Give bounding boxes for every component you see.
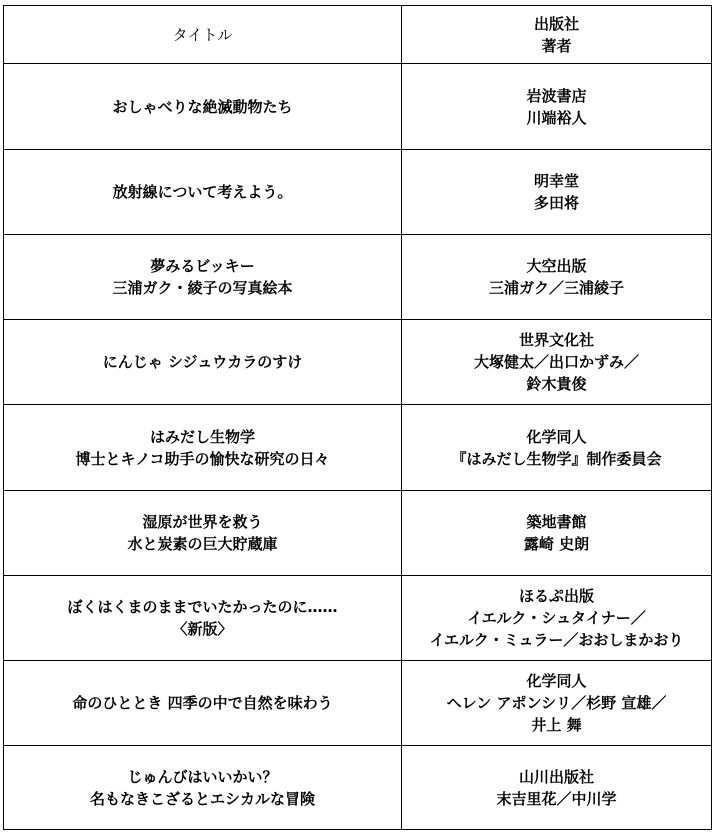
table-row	[4, 150, 712, 235]
publisher-name: 大空出版	[526, 257, 587, 275]
publisher-author-cell	[402, 661, 712, 746]
title-cell	[4, 746, 402, 830]
publisher-name: 山川出版社	[518, 767, 594, 786]
author-name: 『はみだし生物学』制作委員会	[451, 449, 662, 468]
publisher-name: 世界文化社	[518, 331, 594, 349]
title-cell	[4, 320, 402, 405]
book-title: ぼくはくまのままでいたかったのに……	[67, 598, 338, 616]
author-name: 三浦ガク／三浦綾子	[488, 279, 624, 297]
table-row	[4, 576, 712, 661]
author-name: ヘレン アポンシリ／杉野 宣雄／	[446, 694, 667, 712]
author-name: 川端裕人	[526, 108, 587, 127]
book-title: おしゃべりな絶滅動物たち	[112, 97, 293, 116]
author-name: 多田将	[533, 194, 579, 212]
title-cell	[4, 64, 402, 150]
publisher-name: 岩波書店	[526, 86, 587, 105]
publisher-name: 化学同人	[526, 427, 587, 446]
title-cell	[4, 661, 402, 746]
book-subtitle: 水と炭素の巨大貯蔵庫	[127, 535, 278, 553]
table-row	[4, 320, 712, 405]
author-name: 鈴木貴俊	[526, 375, 587, 393]
table-row	[4, 64, 712, 150]
publisher-author-cell	[402, 746, 712, 830]
publisher-name: 明幸堂	[533, 172, 579, 190]
table-row	[4, 746, 712, 830]
book-title: にんじゃ シジュウカラのすけ	[102, 353, 303, 371]
title-cell	[4, 405, 402, 491]
table-row	[4, 491, 712, 576]
book-title: 放射線について考えよう。	[112, 183, 293, 201]
book-subtitle: 三浦ガク・綾子の写真絵本	[112, 279, 293, 297]
book-title: じゅんびはいいかい？	[127, 767, 278, 786]
author-header: 著者	[541, 36, 572, 55]
book-title: 夢みるビッキー	[150, 257, 255, 275]
book-subtitle: 名もなきこざるとエシカルな冒険	[89, 789, 315, 808]
publisher-author-cell	[402, 64, 712, 150]
table-row	[4, 405, 712, 491]
title-cell	[4, 491, 402, 576]
publisher-header-cell	[402, 6, 712, 64]
book-subtitle: 博士とキノコ助手の愉快な研究の日々	[75, 449, 330, 468]
title-header: タイトル	[172, 25, 233, 44]
author-name: 末吉里花／中川学	[496, 789, 617, 808]
book-title: 湿原が世界を救う	[142, 513, 263, 531]
table-row	[4, 235, 712, 320]
header-row	[4, 6, 712, 64]
title-cell	[4, 576, 402, 661]
author-name: イエルク・ミュラー／おおしまかおり	[429, 631, 684, 649]
publisher-author-cell	[402, 150, 712, 235]
publisher-author-cell	[402, 320, 712, 405]
book-list-table	[3, 5, 712, 830]
publisher-author-cell	[402, 491, 712, 576]
author-name: イエルク・シュタイナー／	[467, 609, 646, 627]
publisher-author-cell	[402, 576, 712, 661]
book-title: はみだし生物学	[149, 427, 255, 446]
publisher-name: 化学同人	[526, 672, 587, 690]
book-title: 命のひととき 四季の中で自然を味わう	[72, 694, 333, 712]
publisher-header: 出版社	[533, 14, 579, 33]
title-cell	[4, 235, 402, 320]
author-name: 大塚健太／出口かずみ／	[473, 353, 639, 371]
publisher-name: ほるぷ出版	[518, 587, 594, 605]
title-cell	[4, 150, 402, 235]
title-header-cell	[4, 6, 402, 64]
author-name: 井上 舞	[531, 716, 582, 734]
table-row	[4, 661, 712, 746]
publisher-author-cell	[402, 405, 712, 491]
author-name: 露崎 史朗	[523, 535, 590, 553]
publisher-author-cell	[402, 235, 712, 320]
publisher-name: 築地書館	[526, 513, 587, 531]
book-subtitle: 〈新版〉	[172, 620, 233, 638]
